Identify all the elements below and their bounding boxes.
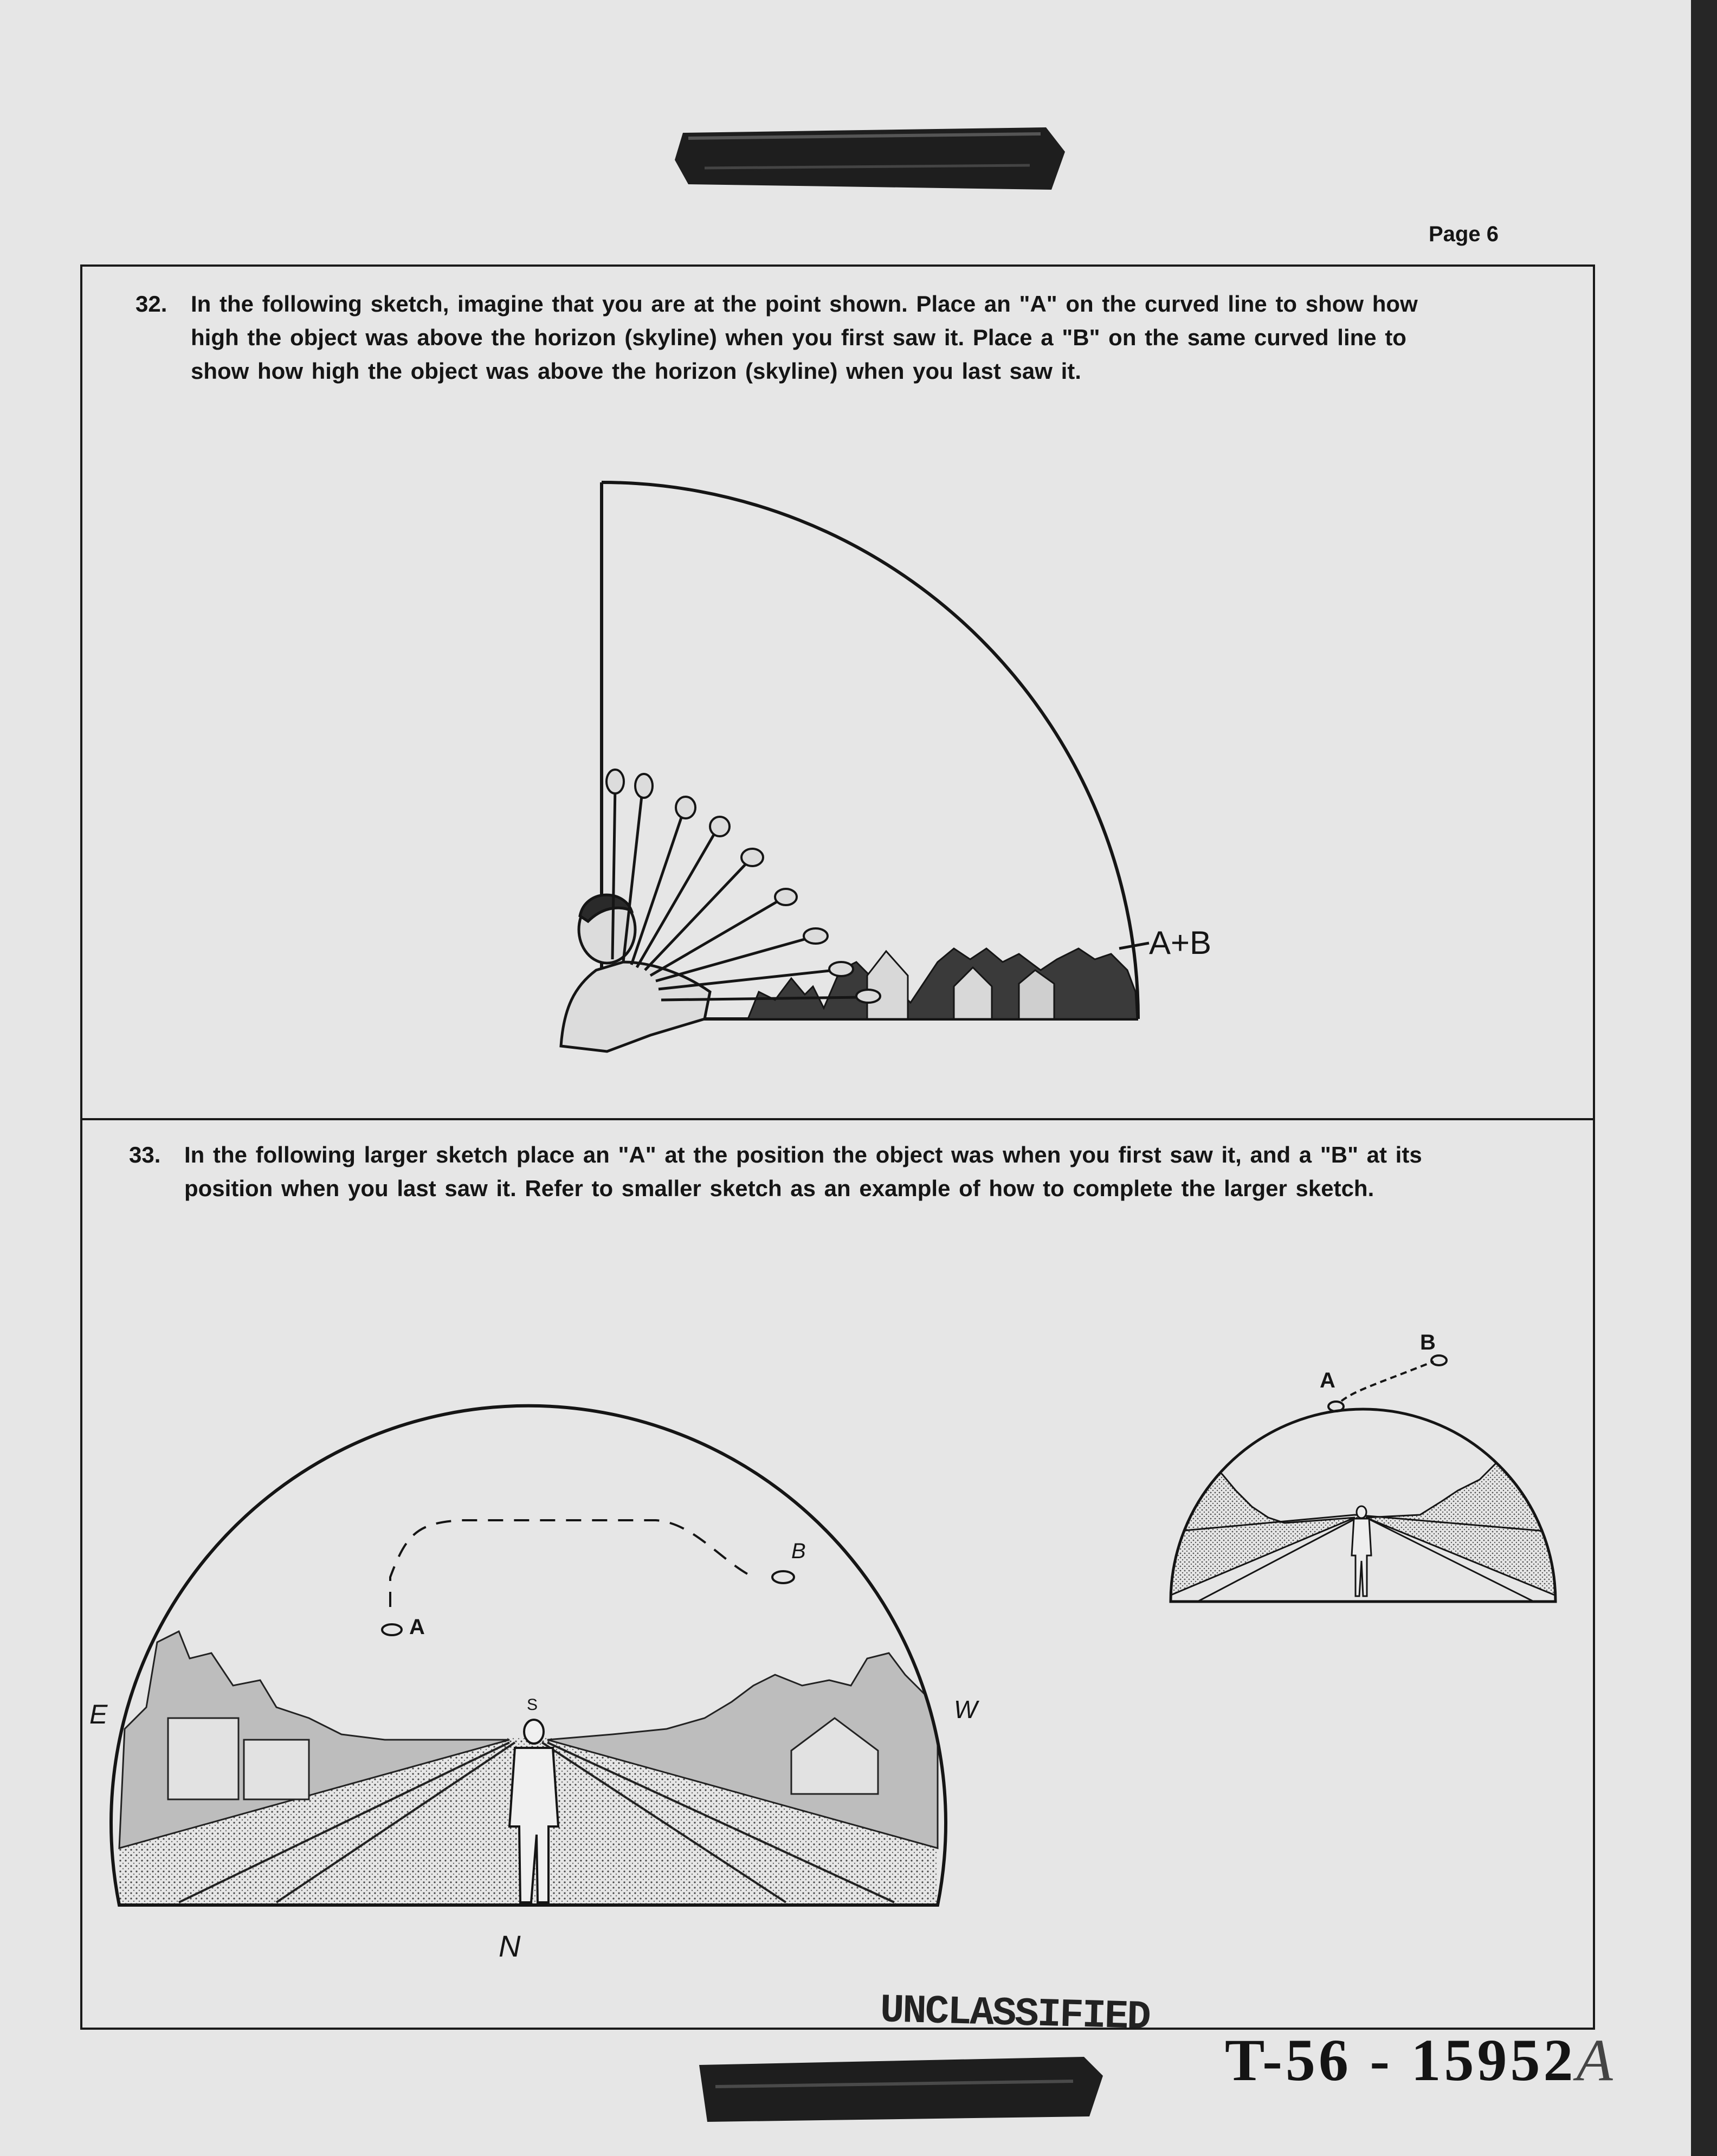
question-32-line-1: In the following sketch, imagine that you are at the point shown. Place an "A" on the curved line to show how — [191, 291, 1418, 317]
question-33-line-1: In the following larger sketch place an "A" at the position the object was when you first saw it, and a "B" at its — [184, 1142, 1422, 1167]
answer-mark-label: A+B — [1149, 925, 1212, 961]
page-number: Page 6 — [1429, 222, 1499, 246]
small-label-b: B — [1420, 1331, 1436, 1354]
question-32-line-2: high the object was above the horizon (skyline) when you first saw it. Place a "B" on the same curved line to — [191, 325, 1406, 350]
question-33-line-2: position when you last saw it. Refer to smaller sketch as an example of how to complete the larger sketch. — [184, 1176, 1374, 1201]
object-b-marker — [772, 1571, 794, 1583]
large-label-a: A — [409, 1615, 425, 1639]
small-standing-figure — [1352, 1506, 1371, 1596]
document-number-main: T-56 - 15952 — [1225, 2027, 1577, 2093]
classification-stamp: UNCLASSIFIED — [879, 1988, 1150, 2041]
question-32-line-3: show how high the object was above the horizon (skyline) when you last saw it. — [191, 358, 1081, 384]
scan-edge — [1691, 0, 1717, 2156]
small-example-sketch — [1127, 1301, 1583, 1610]
top-redaction-bar — [672, 122, 1068, 195]
object-path — [390, 1520, 753, 1607]
bottom-redaction-bar — [694, 2054, 1106, 2125]
large-label-b: B — [791, 1539, 806, 1563]
object-a-marker — [382, 1624, 402, 1635]
label-east: E — [89, 1699, 108, 1729]
label-south: S — [527, 1696, 538, 1714]
quadrant-sketch — [520, 472, 1247, 1062]
document-number — [1225, 2026, 1616, 2095]
document-number-suffix: A — [1576, 2027, 1616, 2093]
label-west: W — [954, 1695, 978, 1723]
small-object-b-marker — [1431, 1355, 1447, 1365]
small-right-trees — [1366, 1404, 1577, 1604]
question-32-number: 32. — [135, 291, 167, 317]
large-sky-dome-sketch — [81, 1306, 992, 1973]
quadrant-elevation-arc — [602, 482, 1138, 1019]
question-32 — [135, 287, 1572, 396]
skyline-houses — [748, 948, 1137, 1019]
question-33 — [129, 1138, 1582, 1214]
label-north: N — [499, 1929, 521, 1963]
question-33-number: 33. — [129, 1142, 161, 1167]
section-divider — [80, 1118, 1595, 1120]
small-label-a: A — [1320, 1369, 1335, 1392]
small-object-path — [1341, 1361, 1434, 1401]
